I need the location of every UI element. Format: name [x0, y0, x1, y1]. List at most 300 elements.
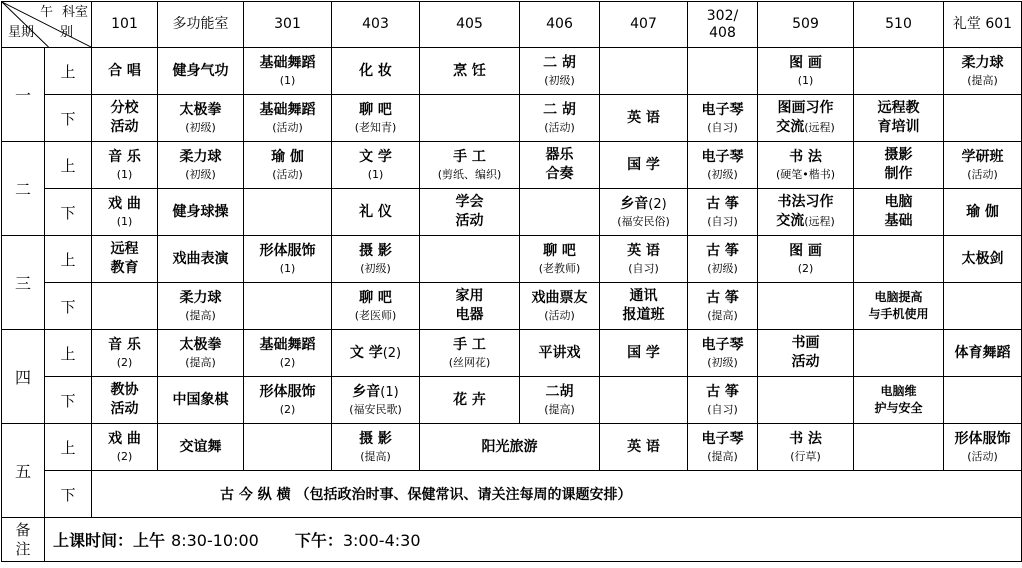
room-header-label: 301 [274, 16, 301, 32]
course-name: 手 工 [453, 337, 486, 353]
course-name: 电脑提高 与手机使用 [868, 290, 929, 321]
course-name: 英 语 [627, 438, 660, 455]
course-name: 古 筝 [706, 243, 739, 259]
course-note: (2) [797, 262, 814, 275]
course-cell [332, 189, 420, 236]
day-row-am [2, 330, 1022, 377]
period-cell [45, 48, 92, 95]
course-name: 平讲戏 [538, 344, 581, 361]
course-name: 摄 影 [359, 243, 392, 259]
course-name: 图 画 [789, 55, 822, 71]
course-note: (2) [279, 356, 296, 369]
course-name: 聊 吧 [359, 290, 392, 306]
weekday-cell [2, 236, 45, 330]
course-note: (1) [116, 215, 133, 228]
course-name: 中国象棋 [172, 391, 229, 408]
period-label: 上 [60, 344, 76, 363]
period-cell [45, 330, 92, 377]
room-header [854, 2, 944, 48]
course-note: (活动) [272, 168, 303, 181]
corner-label-room: 科室 [62, 5, 89, 20]
course-cell [600, 95, 688, 142]
course-cell [758, 95, 854, 142]
course-note: (提高) [185, 356, 216, 369]
course-note: (活动) [544, 309, 575, 322]
lecture-title: 古 今 纵 横 （包括政治时事、保健常识、请关注每周的课题安排） [220, 487, 632, 503]
morning-label: 上午 [133, 531, 166, 550]
course-note: (老教师) [538, 262, 581, 275]
schedule-table [1, 1, 1022, 562]
course-note: (2) [279, 403, 296, 416]
room-header-label: 礼堂 601 [952, 16, 1013, 32]
course-cell [758, 330, 854, 377]
weekday-cell [2, 330, 45, 424]
course-cell [244, 95, 332, 142]
course-note: (自习) [707, 215, 738, 228]
course-name: 合 唱 [108, 62, 141, 79]
room-header [420, 2, 520, 48]
room-header [332, 2, 420, 48]
day-row-pm [2, 283, 1022, 330]
course-cell [854, 236, 944, 283]
course-cell [854, 424, 944, 471]
course-cell [854, 377, 944, 424]
course-name: 电子琴 [701, 102, 744, 118]
course-cell [758, 424, 854, 471]
course-level: (1) [380, 385, 399, 400]
course-cell [600, 189, 688, 236]
period-cell [45, 236, 92, 283]
course-cell [244, 189, 332, 236]
period-cell [45, 424, 92, 471]
course-note: (老知青) [354, 121, 397, 134]
course-cell [600, 377, 688, 424]
course-note: (提高) [967, 74, 998, 87]
course-name: 电子琴 [701, 149, 744, 165]
header-row [2, 2, 1022, 48]
course-name: 阳光旅游 [481, 438, 538, 455]
course-note: (1) [116, 168, 133, 181]
course-note: (1) [797, 74, 814, 87]
room-header-label: 302/ 408 [706, 7, 739, 41]
class-time-title: 上课时间： [53, 531, 134, 550]
course-cell [688, 142, 758, 189]
period-label: 下 [60, 297, 76, 316]
course-cell [244, 48, 332, 95]
day-row-am [2, 424, 1022, 471]
course-cell [92, 283, 158, 330]
weekday-label: 三 [14, 274, 31, 293]
course-name: 花 卉 [453, 391, 486, 408]
course-name: 太极剑 [961, 250, 1004, 267]
course-name: 图画习作 [777, 100, 834, 116]
course-cell [332, 283, 420, 330]
course-cell [244, 330, 332, 377]
course-name: 书法习作 [777, 194, 834, 210]
room-header [92, 2, 158, 48]
weekday-cell [2, 142, 45, 236]
course-note: (活动) [967, 168, 998, 181]
course-cell [92, 377, 158, 424]
course-name: 瑜 伽 [966, 203, 999, 220]
course-note: (活动) [272, 121, 303, 134]
course-name: 瑜 伽 [271, 149, 304, 165]
course-name-group [600, 195, 687, 214]
course-name: 二 胡 [543, 55, 576, 71]
course-name: 基础舞蹈 [259, 55, 316, 71]
course-name-line2 [758, 118, 853, 137]
course-cell [420, 424, 600, 471]
course-cell [244, 424, 332, 471]
course-name: 健身球操 [172, 203, 229, 220]
course-note: (提高) [707, 450, 738, 463]
course-name: 乡音 [352, 384, 381, 400]
course-name: 音 乐 [108, 149, 141, 165]
course-cell [158, 48, 244, 95]
room-header [244, 2, 332, 48]
course-cell [944, 377, 1022, 424]
course-name: 柔力球 [179, 149, 222, 165]
course-cell [944, 95, 1022, 142]
course-cell [944, 48, 1022, 95]
room-header [688, 2, 758, 48]
course-name: 国 学 [627, 156, 660, 173]
course-cell [944, 283, 1022, 330]
period-label: 下 [60, 391, 76, 410]
course-cell [158, 236, 244, 283]
course-cell [158, 189, 244, 236]
course-cell [758, 189, 854, 236]
course-cell [600, 424, 688, 471]
notes-text-cell [45, 518, 1022, 562]
course-cell [600, 283, 688, 330]
room-header [944, 2, 1022, 48]
course-cell [92, 189, 158, 236]
course-name: 文 学 [349, 344, 383, 361]
course-name: 摄影 制作 [884, 147, 913, 182]
course-name: 戏 曲 [108, 196, 141, 212]
room-header-label: 多功能室 [172, 16, 229, 32]
course-note: (硬笔•楷书) [775, 168, 836, 181]
course-name: 图 画 [789, 243, 822, 259]
weekday-cell [2, 48, 45, 142]
course-name: 分校 活动 [110, 100, 139, 135]
course-note: (初级) [707, 168, 738, 181]
weekday-cell [2, 424, 45, 518]
course-note: (提高) [360, 450, 391, 463]
course-note: (初级) [360, 262, 391, 275]
course-name: 英 语 [627, 243, 660, 259]
course-cell [854, 48, 944, 95]
corner-label-time: 午 [40, 5, 54, 20]
course-name: 戏曲表演 [172, 250, 229, 267]
room-header-label: 403 [362, 16, 389, 32]
course-cell [688, 189, 758, 236]
period-label: 下 [60, 485, 76, 504]
course-cell [332, 377, 420, 424]
period-label: 上 [60, 250, 76, 269]
room-header [600, 2, 688, 48]
course-note: (初级) [707, 356, 738, 369]
room-header-label: 406 [546, 16, 573, 32]
course-cell [688, 424, 758, 471]
course-note: (初级) [185, 168, 216, 181]
course-cell [92, 95, 158, 142]
course-name-group [332, 383, 419, 402]
course-cell [92, 142, 158, 189]
course-cell [158, 377, 244, 424]
course-cell [420, 283, 520, 330]
course-note: (福安民歌) [349, 403, 402, 416]
course-note: (提高) [544, 403, 575, 416]
room-header-label: 509 [792, 16, 819, 32]
course-name: 远程 教育 [110, 241, 139, 276]
course-name: 聊 吧 [543, 243, 576, 259]
period-cell [45, 142, 92, 189]
course-level: (2) [382, 345, 402, 361]
course-name: 教协 活动 [110, 382, 139, 417]
course-cell [420, 330, 520, 377]
course-cell [92, 48, 158, 95]
course-cell [420, 95, 520, 142]
course-cell [688, 283, 758, 330]
course-cell [520, 48, 600, 95]
course-name: 电子琴 [701, 431, 744, 447]
notes-label: 备 注 [15, 520, 31, 558]
course-note: (2) [116, 450, 133, 463]
course-name-part: 交流 [776, 119, 805, 135]
course-name: 摄 影 [359, 431, 392, 447]
course-cell [944, 424, 1022, 471]
course-cell [944, 330, 1022, 377]
weekday-label: 四 [14, 368, 31, 387]
room-header-label: 510 [885, 16, 912, 32]
day-row-pm [2, 189, 1022, 236]
day-row-am [2, 236, 1022, 283]
period-cell [45, 95, 92, 142]
course-name: 电子琴 [701, 337, 744, 353]
course-name: 远程教 育培训 [877, 100, 920, 135]
course-note: (活动) [544, 121, 575, 134]
course-cell [332, 330, 420, 377]
course-cell [854, 330, 944, 377]
period-label: 下 [60, 109, 76, 128]
course-cell [420, 377, 520, 424]
course-name: 形体服饰 [259, 243, 316, 259]
course-name: 电脑 基础 [884, 194, 913, 229]
course-cell [520, 377, 600, 424]
course-name: 乡音 [620, 196, 649, 212]
course-cell [758, 142, 854, 189]
course-name: 交谊舞 [179, 438, 222, 455]
course-cell [158, 142, 244, 189]
course-cell [944, 142, 1022, 189]
course-name: 柔力球 [961, 55, 1004, 71]
day-row-pm [2, 377, 1022, 424]
course-name: 古 筝 [706, 196, 739, 212]
period-label: 上 [60, 62, 76, 81]
course-cell [520, 142, 600, 189]
room-header [520, 2, 600, 48]
weekday-label: 一 [14, 86, 31, 105]
course-cell [944, 236, 1022, 283]
friday-afternoon-lecture [92, 471, 1022, 518]
corner-cell [2, 2, 92, 48]
course-cell [92, 330, 158, 377]
course-note: (自习) [628, 262, 659, 275]
course-cell [520, 189, 600, 236]
course-name: 烹 饪 [453, 62, 486, 79]
morning-time: 8:30-10:00 [171, 531, 259, 550]
corner-label-room-2: 别 [60, 25, 74, 40]
weekday-label: 二 [14, 180, 31, 199]
course-note: (自习) [707, 403, 738, 416]
course-cell [688, 330, 758, 377]
day-row-am [2, 142, 1022, 189]
course-cell [854, 95, 944, 142]
period-cell [45, 471, 92, 518]
course-name: 学会 活动 [455, 194, 484, 229]
course-cell [688, 48, 758, 95]
notes-label-cell [2, 518, 45, 562]
course-name: 器乐 合奏 [545, 147, 574, 182]
course-cell [520, 236, 600, 283]
course-name-part: 交流 [776, 213, 805, 229]
course-note: (远程) [804, 121, 835, 134]
room-header [158, 2, 244, 48]
day-row-am [2, 48, 1022, 95]
course-note: (初级) [707, 262, 738, 275]
course-name: 手 工 [453, 149, 486, 165]
course-cell [420, 48, 520, 95]
course-cell [600, 142, 688, 189]
course-cell [92, 236, 158, 283]
course-note: (福安民俗) [617, 215, 670, 228]
course-cell [854, 189, 944, 236]
course-note: (远程) [804, 215, 835, 228]
course-cell [520, 95, 600, 142]
course-note: (活动) [967, 450, 998, 463]
period-label: 上 [60, 156, 76, 175]
course-name: 文 学 [359, 149, 392, 165]
course-note: (1) [367, 168, 384, 181]
afternoon-time: 3:00-4:30 [342, 531, 421, 550]
room-header [758, 2, 854, 48]
course-name-group [332, 344, 419, 363]
course-name: 家用 电器 [455, 288, 484, 323]
course-cell [158, 424, 244, 471]
course-name: 电脑维 护与安全 [874, 384, 923, 415]
course-note: (提高) [707, 309, 738, 322]
notes-row [2, 518, 1022, 562]
course-note: (剪纸、编织) [437, 168, 502, 181]
course-cell [520, 283, 600, 330]
room-header-label: 101 [111, 16, 138, 32]
course-cell [758, 377, 854, 424]
course-level: (2) [648, 197, 667, 212]
room-header-label: 407 [630, 16, 657, 32]
course-cell [332, 48, 420, 95]
course-cell [944, 189, 1022, 236]
course-name: 化 妆 [359, 62, 392, 79]
course-cell [420, 142, 520, 189]
course-note: (自习) [707, 121, 738, 134]
course-note: (1) [279, 74, 296, 87]
course-name: 书画 活动 [791, 335, 820, 370]
course-name: 通讯 报道班 [622, 288, 665, 323]
course-cell [92, 424, 158, 471]
course-cell [854, 283, 944, 330]
course-name: 健身气功 [172, 62, 229, 79]
course-note: (1) [279, 262, 296, 275]
day-row-pm [2, 471, 1022, 518]
course-cell [332, 142, 420, 189]
course-cell [244, 377, 332, 424]
course-cell [688, 377, 758, 424]
course-name: 学研班 [961, 149, 1004, 165]
course-cell [244, 283, 332, 330]
course-name: 书 法 [789, 431, 822, 447]
course-name: 戏 曲 [108, 431, 141, 447]
course-name: 古 筝 [706, 384, 739, 400]
course-cell [854, 142, 944, 189]
course-cell [758, 283, 854, 330]
period-cell [45, 283, 92, 330]
course-name: 戏曲票友 [531, 290, 588, 306]
course-cell [758, 48, 854, 95]
course-name: 形体服饰 [259, 384, 316, 400]
period-cell [45, 377, 92, 424]
course-cell [158, 283, 244, 330]
course-name: 太极拳 [179, 102, 222, 118]
course-cell [520, 330, 600, 377]
course-cell [158, 95, 244, 142]
course-name: 音 乐 [108, 337, 141, 353]
course-note: (提高) [185, 309, 216, 322]
course-cell [688, 95, 758, 142]
course-cell [158, 330, 244, 377]
course-cell [600, 236, 688, 283]
course-note: (2) [116, 356, 133, 369]
period-label: 下 [60, 203, 76, 222]
course-name: 聊 吧 [359, 102, 392, 118]
weekday-label: 五 [14, 462, 31, 481]
course-cell [244, 236, 332, 283]
course-cell [600, 48, 688, 95]
course-name: 太极拳 [179, 337, 222, 353]
course-cell [420, 236, 520, 283]
course-name: 礼 仪 [359, 203, 392, 220]
course-note: (丝网花) [448, 356, 491, 369]
course-name: 书 法 [789, 149, 822, 165]
course-note: (行草) [790, 450, 821, 463]
course-cell [600, 330, 688, 377]
course-note: (老医师) [354, 309, 397, 322]
period-label: 上 [60, 438, 76, 457]
day-row-pm [2, 95, 1022, 142]
course-note: (初级) [544, 74, 575, 87]
course-name: 形体服饰 [954, 431, 1011, 447]
room-header-label: 405 [456, 16, 483, 32]
course-name: 柔力球 [179, 290, 222, 306]
period-cell [45, 189, 92, 236]
course-name: 二 胡 [543, 102, 576, 118]
course-note: (初级) [185, 121, 216, 134]
course-cell [332, 236, 420, 283]
course-name: 基础舞蹈 [259, 337, 316, 353]
course-cell [332, 424, 420, 471]
course-name: 古 筝 [706, 290, 739, 306]
